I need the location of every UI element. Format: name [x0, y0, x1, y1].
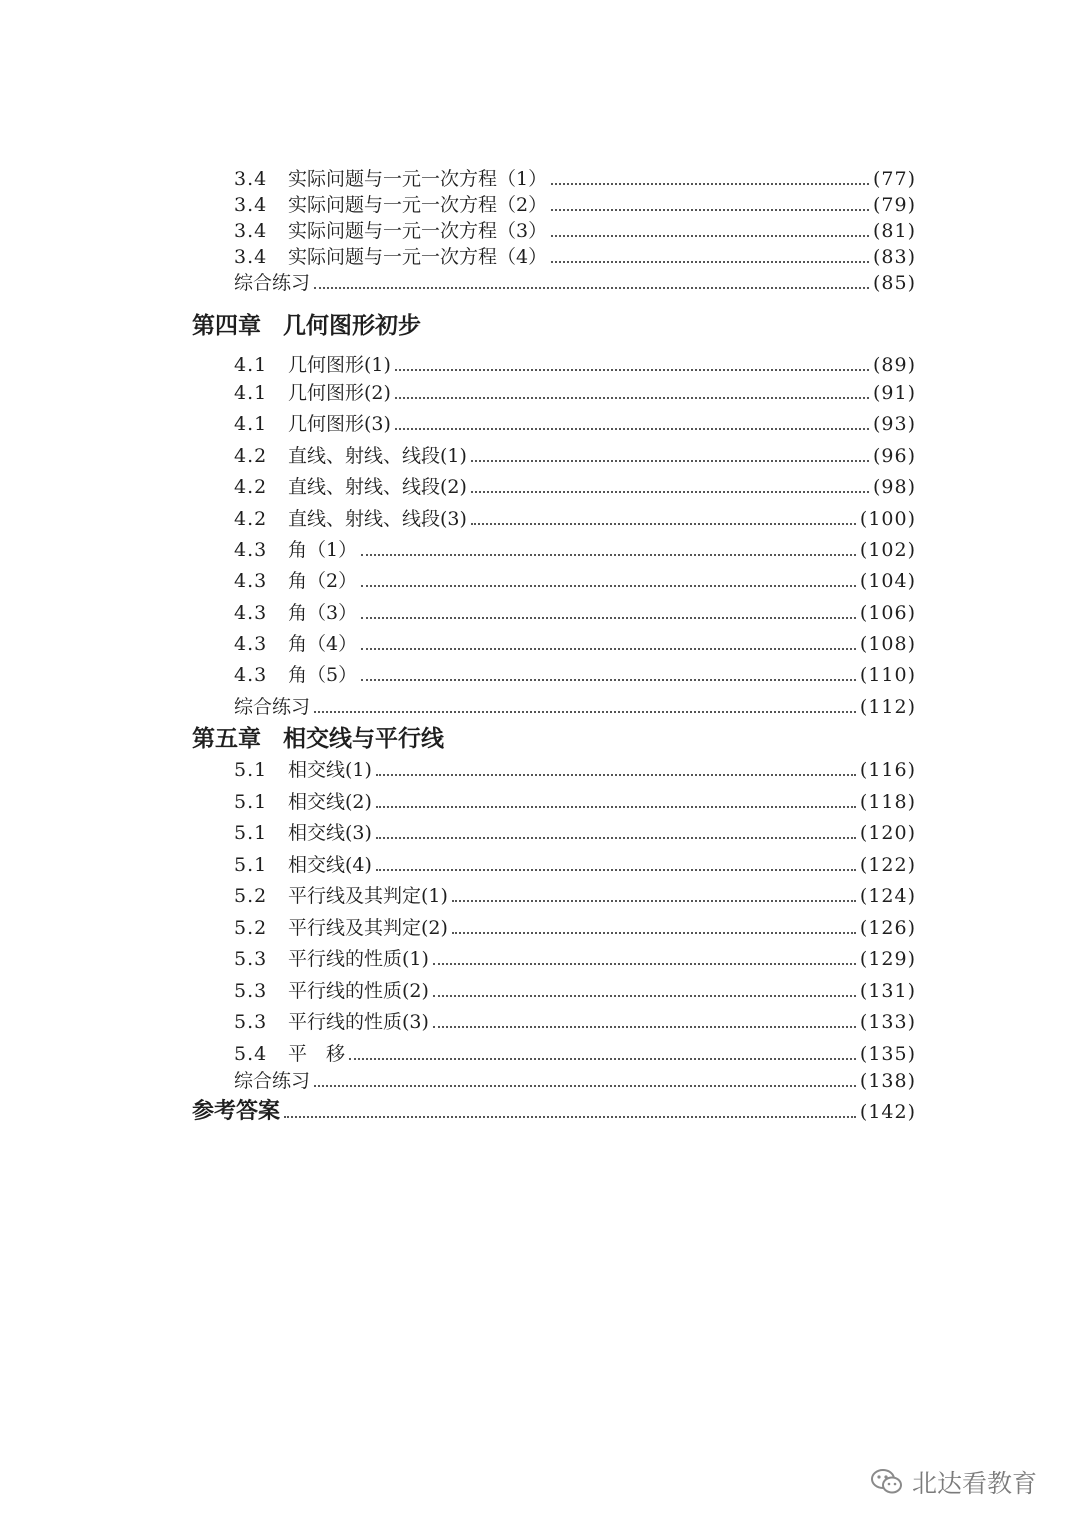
toc-review-entry[interactable]	[234, 268, 916, 298]
page-number: (116)	[859, 759, 916, 781]
section-number: 4.3	[234, 602, 268, 624]
section-number: 3.4	[234, 194, 268, 216]
page-number: (131)	[859, 980, 916, 1002]
dot-leader	[471, 491, 869, 493]
section-number: 5.1	[234, 822, 268, 844]
page-number: (79)	[872, 194, 916, 216]
dot-leader	[452, 900, 856, 902]
dot-leader	[433, 995, 856, 997]
section-number: 5.1	[234, 759, 268, 781]
page-number: (83)	[872, 246, 916, 268]
page-number: (112)	[859, 696, 916, 718]
section-number: 4.1	[234, 413, 268, 435]
dot-leader	[361, 648, 856, 650]
page-number: (81)	[872, 220, 916, 242]
entry-title: 实际问题与一元一次方程（1）	[288, 168, 548, 190]
page-number: (142)	[859, 1101, 916, 1123]
dot-leader	[452, 932, 856, 934]
wechat-icon	[870, 1467, 904, 1497]
chapter-heading[interactable]	[192, 719, 444, 759]
section-number: 3.4	[234, 220, 268, 242]
dot-leader	[433, 963, 856, 965]
entry-title: 相交线(3)	[288, 822, 372, 844]
entry-title: 角（3）	[288, 602, 358, 624]
section-number: 5.4	[234, 1043, 268, 1065]
entry-title: 角（1）	[288, 539, 358, 561]
toc-entry[interactable]	[234, 441, 916, 471]
dot-leader	[361, 585, 856, 587]
entry-title: 平 移	[288, 1043, 346, 1065]
entry-title: 平行线的性质(3)	[288, 1011, 429, 1033]
entry-title: 综合练习	[234, 272, 311, 294]
entry-title: 实际问题与一元一次方程（3）	[288, 220, 548, 242]
toc-entry[interactable]	[234, 378, 916, 408]
page-number: (102)	[859, 539, 916, 561]
toc-entry[interactable]	[234, 472, 916, 502]
section-number: 4.2	[234, 476, 268, 498]
section-number: 4.3	[234, 539, 268, 561]
answers-title: 参考答案	[192, 1099, 281, 1124]
entry-title: 综合练习	[234, 1070, 311, 1092]
chapter-heading[interactable]	[192, 306, 421, 346]
dot-leader	[376, 806, 856, 808]
page-number: (104)	[859, 570, 916, 592]
page-number: (122)	[859, 854, 916, 876]
section-number: 4.2	[234, 445, 268, 467]
dot-leader	[433, 1026, 856, 1028]
chapter-number: 第四章	[192, 313, 261, 339]
dot-leader	[551, 261, 869, 263]
section-number: 4.2	[234, 508, 268, 530]
watermark	[870, 1462, 1037, 1502]
dot-leader	[376, 869, 856, 871]
dot-leader	[395, 397, 869, 399]
dot-leader	[551, 235, 869, 237]
section-number: 4.3	[234, 633, 268, 655]
toc-entry[interactable]	[234, 535, 916, 565]
dot-leader	[284, 1116, 856, 1118]
watermark-text: 北达看教育	[912, 1469, 1038, 1498]
page-number: (133)	[859, 1011, 916, 1033]
page-number: (85)	[872, 272, 916, 294]
entry-title: 相交线(4)	[288, 854, 372, 876]
toc-entry[interactable]	[234, 629, 916, 659]
dot-leader	[376, 774, 856, 776]
section-number: 4.3	[234, 664, 268, 686]
toc-review-entry[interactable]	[234, 1066, 916, 1096]
dot-leader	[376, 837, 856, 839]
section-number: 3.4	[234, 168, 268, 190]
dot-leader	[551, 183, 869, 185]
entry-title: 角（5）	[288, 664, 358, 686]
page-number: (100)	[859, 508, 916, 530]
page-number: (96)	[872, 445, 916, 467]
page-number: (106)	[859, 602, 916, 624]
entry-title: 几何图形(3)	[288, 413, 391, 435]
dot-leader	[471, 523, 856, 525]
entry-title: 相交线(1)	[288, 759, 372, 781]
toc-entry[interactable]	[234, 787, 916, 817]
toc-entry[interactable]	[234, 913, 916, 943]
page-number: (110)	[859, 664, 916, 686]
dot-leader	[395, 369, 869, 371]
entry-title: 直线、射线、线段(3)	[288, 508, 467, 530]
entry-title: 实际问题与一元一次方程（2）	[288, 194, 548, 216]
entry-title: 平行线的性质(2)	[288, 980, 429, 1002]
toc-entry[interactable]	[234, 598, 916, 628]
entry-title: 角（4）	[288, 633, 358, 655]
dot-leader	[349, 1058, 856, 1060]
dot-leader	[361, 679, 856, 681]
section-number: 3.4	[234, 246, 268, 268]
entry-title: 角（2）	[288, 570, 358, 592]
section-number: 5.3	[234, 948, 268, 970]
entry-title: 直线、射线、线段(2)	[288, 476, 467, 498]
toc-entry[interactable]	[234, 1039, 916, 1069]
section-number: 5.1	[234, 791, 268, 813]
page-number: (98)	[872, 476, 916, 498]
toc-entry[interactable]	[234, 350, 916, 380]
page-number: (93)	[872, 413, 916, 435]
entry-title: 几何图形(2)	[288, 382, 391, 404]
section-number: 5.3	[234, 1011, 268, 1033]
entry-title: 几何图形(1)	[288, 354, 391, 376]
toc-entry[interactable]	[234, 409, 916, 439]
dot-leader	[361, 554, 856, 556]
page-number: (91)	[872, 382, 916, 404]
chapter-title: 相交线与平行线	[283, 726, 444, 752]
page-number: (138)	[859, 1070, 916, 1092]
dot-leader	[314, 1085, 856, 1087]
dot-leader	[314, 711, 856, 713]
page-number: (108)	[859, 633, 916, 655]
toc-entry[interactable]	[234, 944, 916, 974]
section-number: 4.3	[234, 570, 268, 592]
entry-title: 平行线及其判定(1)	[288, 885, 448, 907]
section-number: 4.1	[234, 382, 268, 404]
dot-leader	[361, 617, 856, 619]
section-number: 5.2	[234, 917, 268, 939]
chapter-number: 第五章	[192, 726, 261, 752]
page-number: (126)	[859, 917, 916, 939]
toc-review-entry[interactable]	[234, 692, 916, 722]
entry-title: 综合练习	[234, 696, 311, 718]
dot-leader	[471, 460, 869, 462]
toc-entry[interactable]	[234, 755, 916, 785]
section-number: 5.1	[234, 854, 268, 876]
toc-entry[interactable]	[234, 976, 916, 1006]
dot-leader	[314, 287, 869, 289]
toc-entry[interactable]	[234, 818, 916, 848]
toc-entry[interactable]	[234, 850, 916, 880]
dot-leader	[551, 209, 869, 211]
page-number: (89)	[872, 354, 916, 376]
entry-title: 平行线的性质(1)	[288, 948, 429, 970]
section-number: 5.3	[234, 980, 268, 1002]
entry-title: 平行线及其判定(2)	[288, 917, 448, 939]
entry-title: 直线、射线、线段(1)	[288, 445, 467, 467]
page-number: (77)	[872, 168, 916, 190]
page-number: (129)	[859, 948, 916, 970]
page-number: (135)	[859, 1043, 916, 1065]
entry-title: 相交线(2)	[288, 791, 372, 813]
toc-entry[interactable]	[234, 881, 916, 911]
section-number: 5.2	[234, 885, 268, 907]
toc-entry[interactable]	[234, 1007, 916, 1037]
toc-entry[interactable]	[234, 566, 916, 596]
page-number: (118)	[859, 791, 916, 813]
toc-entry[interactable]	[234, 504, 916, 534]
page-number: (124)	[859, 885, 916, 907]
section-number: 4.1	[234, 354, 268, 376]
answers-entry[interactable]	[192, 1095, 916, 1129]
entry-title: 实际问题与一元一次方程（4）	[288, 246, 548, 268]
dot-leader	[395, 428, 869, 430]
toc-entry[interactable]	[234, 660, 916, 690]
page-number: (120)	[859, 822, 916, 844]
chapter-title: 几何图形初步	[283, 313, 421, 339]
